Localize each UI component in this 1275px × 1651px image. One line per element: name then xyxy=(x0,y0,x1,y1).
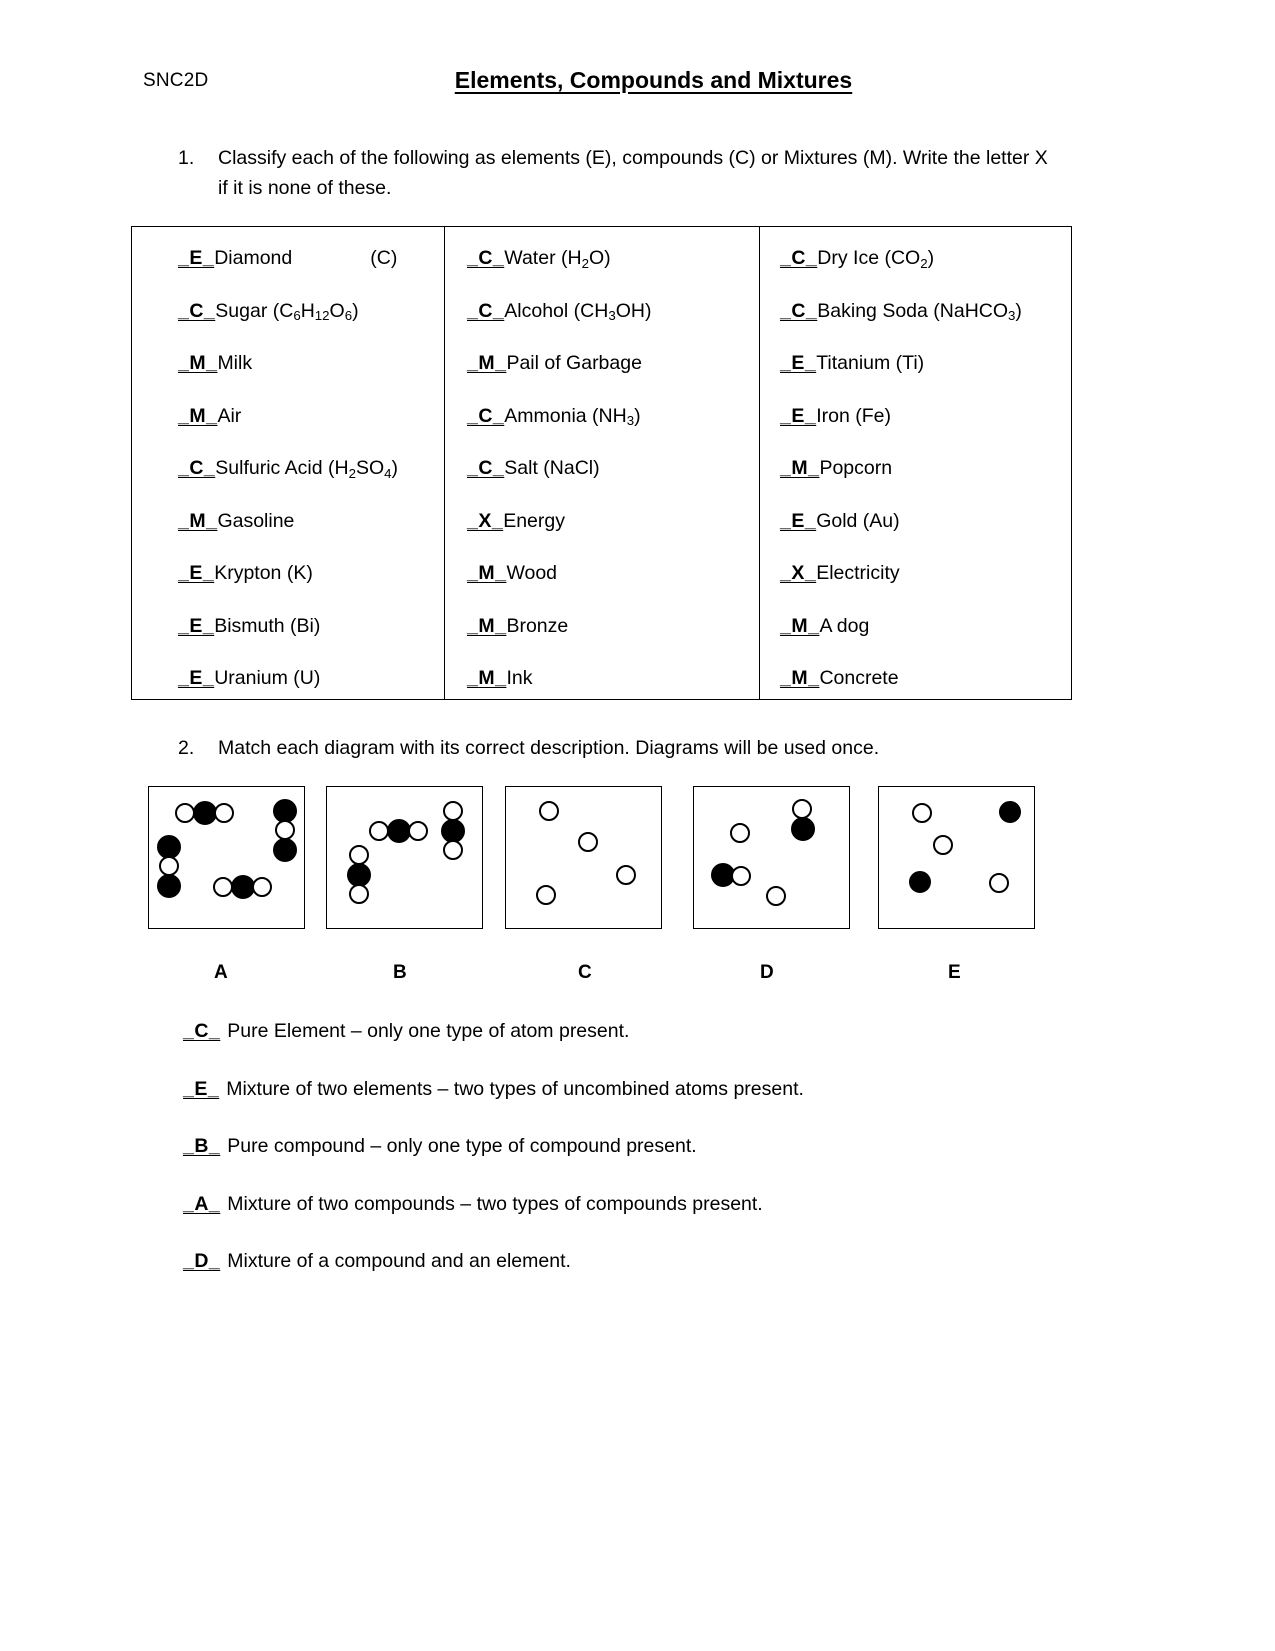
classification-table xyxy=(131,226,1072,700)
answer-blank[interactable]: _C_ xyxy=(178,457,216,479)
classification-item xyxy=(467,298,759,351)
atom-white xyxy=(443,840,463,860)
answer-blank[interactable]: _M_ xyxy=(467,562,507,584)
matching-answer-text: Mixture of a compound and an element. xyxy=(227,1250,571,1272)
atom-white xyxy=(989,873,1009,893)
atom-white xyxy=(933,835,953,855)
diagram-box-b xyxy=(326,786,483,929)
classification-item xyxy=(178,455,444,508)
answer-blank[interactable]: _C_ xyxy=(780,247,818,269)
atom-black xyxy=(273,838,297,862)
diagram-label-c: C xyxy=(578,962,592,983)
atom-white xyxy=(159,856,179,876)
atom-white xyxy=(792,799,812,819)
answer-blank[interactable]: _M_ xyxy=(467,352,507,374)
answer-blank[interactable]: _C_ xyxy=(467,457,505,479)
classification-item xyxy=(780,350,1070,403)
page-title-text: Elements, Compounds and Mixtures xyxy=(454,67,853,93)
diagram-box-a xyxy=(148,786,305,929)
item-label: Sulfuric Acid $(H_2SO_4)$ xyxy=(215,457,399,481)
classification-item xyxy=(780,245,1070,298)
classification-item xyxy=(780,613,1070,666)
item-label: Milk xyxy=(217,352,253,374)
atom-white xyxy=(349,845,369,865)
atom-white xyxy=(912,803,932,823)
answer-blank[interactable]: _E_ xyxy=(780,352,817,374)
answer-blank[interactable]: _C_ xyxy=(467,404,505,427)
question-2-number: 2. xyxy=(178,737,195,759)
item-label: Sugar $(C_6H_{12}O_6)$ xyxy=(215,299,359,324)
page-title xyxy=(0,67,1275,94)
answer-blank[interactable]: _M_ xyxy=(178,352,218,374)
item-label: Alcohol $(CH_3OH)$ xyxy=(504,299,652,324)
question-1-number: 1. xyxy=(178,147,195,169)
answer-blank[interactable]: _X_ xyxy=(780,562,817,584)
answer-blank[interactable]: _D_ xyxy=(183,1250,221,1272)
atom-white xyxy=(175,803,195,823)
answer-blank[interactable]: _M_ xyxy=(178,404,218,427)
matching-answer-row xyxy=(183,1250,1163,1308)
diagram-label-a: A xyxy=(214,962,228,983)
matching-answer-list xyxy=(183,1020,1163,1308)
item-label: Krypton (K) xyxy=(214,562,313,584)
answer-blank[interactable]: _E_ xyxy=(780,404,817,427)
atom-black xyxy=(791,817,815,841)
diagram-label-e: E xyxy=(948,962,961,983)
answer-blank[interactable]: _E_ xyxy=(183,1077,220,1100)
answer-blank[interactable]: _E_ xyxy=(178,562,215,584)
matching-answer-row xyxy=(183,1135,1163,1193)
answer-blank[interactable]: _A_ xyxy=(183,1192,221,1215)
classification-item xyxy=(178,613,444,666)
classification-item xyxy=(467,350,759,403)
answer-blank[interactable]: _M_ xyxy=(780,667,820,689)
classification-item xyxy=(780,665,1070,718)
classification-item xyxy=(780,403,1070,456)
answer-blank[interactable]: _E_ xyxy=(178,614,215,637)
matching-answer-text: Mixture of two compounds – two types of compounds present. xyxy=(227,1192,763,1215)
item-label: Ink xyxy=(506,667,533,689)
atom-white xyxy=(252,877,272,897)
item-label: Pail of Garbage xyxy=(506,352,642,374)
classification-item xyxy=(780,455,1070,508)
item-label: Dry Ice $(CO_2)$ xyxy=(817,247,935,271)
classification-item xyxy=(780,560,1070,613)
answer-blank[interactable]: _M_ xyxy=(467,667,507,689)
item-label: Iron (Fe) xyxy=(816,404,891,427)
question-1-text: Classify each of the following as elements (E), compounds (C) or Mixtures (M). Write the letter X if it is none of these. xyxy=(218,147,1048,199)
classification-item xyxy=(178,350,444,403)
atom-white xyxy=(443,801,463,821)
answer-blank[interactable]: _E_ xyxy=(178,667,215,689)
atom-white xyxy=(616,865,636,885)
answer-blank[interactable]: _M_ xyxy=(178,509,218,532)
answer-blank[interactable]: _C_ xyxy=(780,299,818,322)
classification-item xyxy=(467,508,759,561)
table-column-3 xyxy=(760,227,1070,699)
answer-blank[interactable]: _M_ xyxy=(780,614,820,637)
matching-answer-row xyxy=(183,1078,1163,1136)
matching-answer-text: Pure compound – only one type of compound present. xyxy=(227,1135,697,1157)
classification-item xyxy=(467,245,759,298)
matching-answer-row xyxy=(183,1020,1163,1078)
matching-answer-text: Mixture of two elements – two types of uncombined atoms present. xyxy=(226,1077,804,1100)
item-label: Diamond (C) xyxy=(214,247,398,269)
item-label: Electricity xyxy=(816,562,900,584)
item-label: Baking Soda (NaHCO$_3$) xyxy=(817,299,1022,324)
classification-item xyxy=(467,613,759,666)
classification-item xyxy=(467,665,759,718)
item-label: Ammonia $(NH_3)$ xyxy=(504,404,641,429)
atom-white xyxy=(213,877,233,897)
matching-answer-text: Pure Element – only one type of atom present. xyxy=(227,1020,630,1042)
atom-black xyxy=(909,871,931,893)
question-2-text: Match each diagram with its correct description. Diagrams will be used once. xyxy=(218,737,880,759)
answer-blank[interactable]: _C_ xyxy=(467,247,505,269)
item-label: Salt (NaCl) xyxy=(504,457,600,479)
diagram-row xyxy=(148,786,1088,929)
matching-answer-row xyxy=(183,1193,1163,1251)
classification-item xyxy=(780,298,1070,351)
classification-item xyxy=(467,403,759,456)
answer-blank[interactable]: _E_ xyxy=(178,247,215,269)
classification-item xyxy=(178,665,444,718)
item-label: Air xyxy=(217,404,242,427)
classification-item xyxy=(178,508,444,561)
atom-white xyxy=(369,821,389,841)
answer-blank[interactable]: _M_ xyxy=(467,614,507,637)
classification-item xyxy=(780,508,1070,561)
item-label: Bronze xyxy=(506,614,569,637)
atom-white xyxy=(766,886,786,906)
diagram-box-d xyxy=(693,786,850,929)
atom-black xyxy=(999,801,1021,823)
diagram-label-b: B xyxy=(393,962,407,983)
table-column-1 xyxy=(132,227,445,699)
atom-white xyxy=(578,832,598,852)
classification-item xyxy=(467,560,759,613)
answer-blank[interactable]: _C_ xyxy=(467,299,505,322)
page-header xyxy=(0,67,1275,110)
answer-blank[interactable]: _E_ xyxy=(780,509,817,532)
diagram-labels xyxy=(148,962,1088,992)
diagram-box-c xyxy=(505,786,662,929)
item-label: Gold (Au) xyxy=(816,509,900,532)
atom-white xyxy=(731,866,751,886)
classification-item xyxy=(178,560,444,613)
item-label: Uranium (U) xyxy=(214,667,321,689)
item-label: Popcorn xyxy=(819,457,893,479)
atom-white xyxy=(536,885,556,905)
diagram-label-d: D xyxy=(760,962,774,983)
classification-item xyxy=(178,245,444,298)
classification-item xyxy=(178,403,444,456)
answer-blank[interactable]: _X_ xyxy=(467,509,504,532)
classification-item xyxy=(178,298,444,351)
item-label: Titanium (Ti) xyxy=(816,352,925,374)
diagram-box-e xyxy=(878,786,1035,929)
table-column-2 xyxy=(445,227,760,699)
answer-blank[interactable]: _B_ xyxy=(183,1135,221,1157)
item-label: Wood xyxy=(506,562,558,584)
atom-white xyxy=(730,823,750,843)
answer-blank[interactable]: _C_ xyxy=(178,299,216,322)
answer-blank[interactable]: _M_ xyxy=(780,457,820,479)
item-label: Bismuth (Bi) xyxy=(214,614,321,637)
item-label: Concrete xyxy=(819,667,899,689)
item-label: A dog xyxy=(819,614,870,637)
item-label: Energy xyxy=(503,509,565,532)
atom-white xyxy=(275,820,295,840)
course-code: SNC2D xyxy=(143,70,209,91)
atom-white xyxy=(214,803,234,823)
atom-white xyxy=(408,821,428,841)
atom-white xyxy=(349,884,369,904)
classification-item xyxy=(467,455,759,508)
item-label: Water $(H_2O)$ xyxy=(504,247,611,271)
atom-black xyxy=(157,874,181,898)
atom-white xyxy=(539,801,559,821)
answer-blank[interactable]: _C_ xyxy=(183,1020,221,1042)
item-label: Gasoline xyxy=(217,509,295,532)
